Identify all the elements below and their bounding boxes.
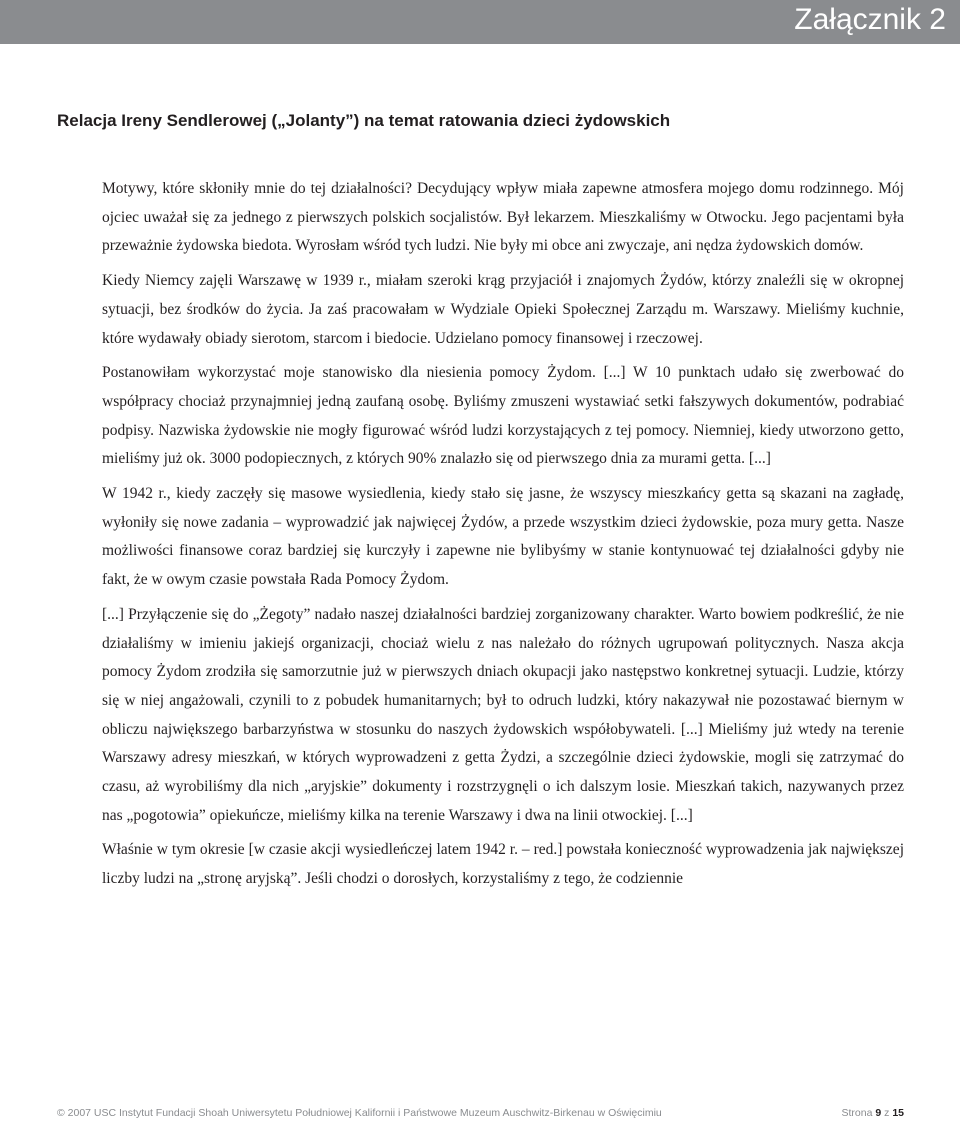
document-title: Relacja Ireny Sendlerowej („Jolanty”) na temat ratowania dzieci żydowskich (57, 111, 671, 130)
page-of: z (884, 1107, 890, 1119)
paragraph-deportations: W 1942 r., kiedy zaczęły się masowe wysiedlenia, kiedy stało się jasne, że wszyscy mieszkańcy getta są skazani na zagładę, wyłoniły się nowe zadania – wyprowadzić jak najwięcej Żydów, a przede wszystkim dzieci żydowskie, poza mury getta. Nasze możliwości finansowe coraz bardziej się kurczyły i zapewne nie bylibyśmy w stanie kontynuować tej działalności gdyby nie fakt, że w owym czasie powstała Rada Pomocy Żydom. (102, 485, 904, 589)
paragraph-occupation: Kiedy Niemcy zajęli Warszawę w 1939 r., miałam szeroki krąg przyjaciół i znajomych Żydów, którzy znaleźli się w okropnej sytuacji, bez środków do życia. Ja zaś pracowałam w Wydziale Opieki Społecznej Zarządu m. Warszawy. Mieliśmy kuchnie, które wydawały obiady sierotom, starcom i biedocie. Udzielano pomocy finansowej i rzeczowej. (102, 272, 904, 347)
page-indicator (842, 1107, 904, 1119)
paragraph-zegota: [...] Przyłączenie się do „Żegoty” nadało naszej działalności bardziej zorganizowany charakter. Warto bowiem podkreślić, że nie działaliśmy w imieniu jakiejś organizacji, chociaż wielu z nas należało do różnych ugrupowań politycznych. Nasza akcja pomocy Żydom zrodziła się samorzutnie już w pierwszych dniach okupacji jako następstwo konkretnej sytuacji. Ludzie, którzy się w niej angażowali, czynili to z pobudek humanitarnych; był to odruch ludzki, który nakazywał nie pozostawać biernym w obliczu największego barbarzyństwa w stosunku do naszych żydowskich współobywateli. [...] Mieliśmy już wtedy na terenie Warszawy adresy mieszkań, w których wyprowadzeni z getta Żydzi, a szczególnie dzieci żydowskie, mogli się zatrzymać do czasu, aż wyrobiliśmy dla nich „aryjskie” dokumenty i rozstrzygnęli o ich dalszym losie. Mieszkań takich, nazywanych przez nas „pogotowia” opiekuńcze, mieliśmy kilka na terenie Warszawy i dwa na linii otwockiej. [...] (102, 605, 904, 824)
page-current: 9 (875, 1107, 882, 1119)
paragraph-assistance: Postanowiłam wykorzystać moje stanowisko dla niesienia pomocy Żydom. [...] W 10 punktach udało się zwerbować do współpracy chociaż przynajmniej jedną zaufaną osobę. Byliśmy zmuszeni wystawiać setki fałszywych dokumentów, podrabiać podpisy. Nazwiska żydowskie nie mogły figurować wśród ludzi korzystających z tej pomocy. Niemniej, kiedy utworzono getto, mieliśmy już ok. 3000 podopiecznych, z których 90% znalazło się od pierwszego dnia za murami getta. [...] (102, 364, 904, 468)
header-band (0, 0, 960, 44)
page-word: Strona (841, 1107, 873, 1119)
paragraph-motives: Motywy, które skłoniły mnie do tej działalności? Decydujący wpływ miała zapewne atmosfera mojego domu rodzinnego. Mój ojciec uważał się za jednego z pierwszych polskich socjalistów. Był lekarzem. Mieszkaliśmy w Otwocku. Jego pacjentami była przeważnie żydowska biedota. Wyrosłam wśród tych ludzi. Nie były mi obce ani zwyczaje, ani nędza żydowskich domów. (102, 180, 904, 255)
paragraph-aryan-side: Właśnie w tym okresie [w czasie akcji wysiedleńczej latem 1942 r. – red.] powstała konieczność wyprowadzenia jak największej liczby ludzi na „stronę aryjską”. Jeśli chodzi o dorosłych, korzystaliśmy z tego, że codziennie (102, 841, 904, 888)
page-total: 15 (892, 1107, 904, 1119)
document-body (102, 175, 904, 900)
annex-label: Załącznik 2 (794, 3, 946, 36)
footer-copyright: © 2007 USC Instytut Fundacji Shoah Uniwersytetu Południowej Kalifornii i Państwowe Muzeum Auschwitz-Birkenau w Oświęcimiu (57, 1107, 662, 1119)
